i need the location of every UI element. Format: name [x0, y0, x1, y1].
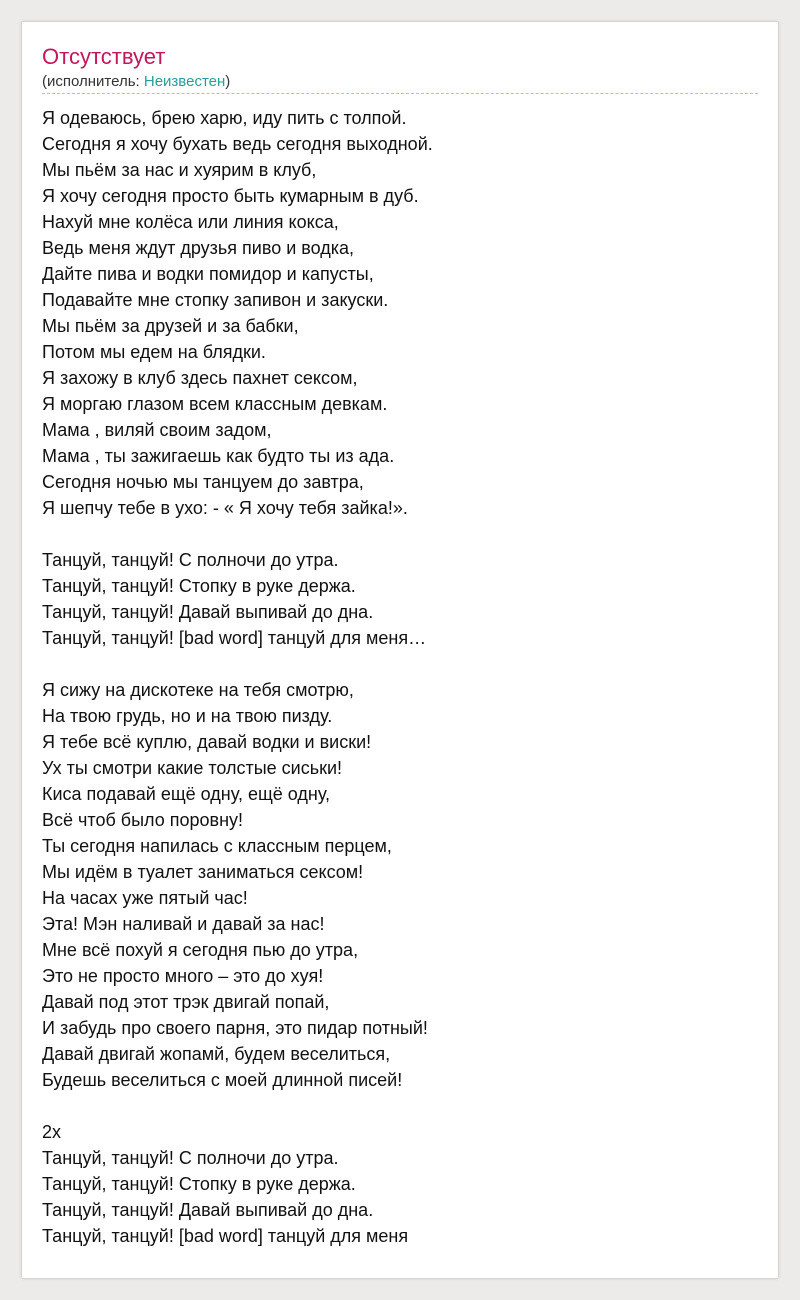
lyric-line: Мы пьём за нас и хуярим в клуб, [42, 160, 317, 180]
lyric-line: Мы идём в туалет заниматься сексом! [42, 862, 364, 882]
lyric-line: Подавайте мне стопку запивон и закуски. [42, 290, 389, 310]
performer-prefix: (исполнитель: [42, 73, 144, 90]
lyric-line: Ты сегодня напилась с классным перцем, [42, 836, 392, 856]
lyric-line: Эта! Мэн наливай и давай за нас! [42, 914, 325, 934]
stanza-break [42, 1093, 758, 1119]
lyric-line: Танцуй, танцуй! [bad word] танцуй для меня [42, 1226, 409, 1246]
lyrics-card [22, 22, 778, 1278]
lyric-line: Нахуй мне колёса или линия кокса, [42, 212, 339, 232]
performer-suffix: ) [225, 73, 231, 90]
lyric-line: Я хочу сегодня просто быть кумарным в дуб. [42, 186, 419, 206]
lyric-line: Танцуй, танцуй! Стопку в руке держа. [42, 576, 356, 596]
lyric-line: Всё чтоб было поровну! [42, 810, 244, 830]
lyric-line: Танцуй, танцуй! Давай выпивай до дна. [42, 1200, 374, 1220]
lyric-line: Ведь меня ждут друзья пиво и водка, [42, 238, 355, 258]
lyric-line: Давай двигай жопамй, будем веселиться, [42, 1044, 391, 1064]
title-divider [42, 93, 758, 94]
lyric-line: Это не просто много – это до хуя! [42, 966, 324, 986]
performer-line [42, 73, 230, 91]
lyric-line: Мама , виляй своим задом, [42, 420, 272, 440]
lyric-line: Будешь веселиться с моей длинной писей! [42, 1070, 403, 1090]
performer-link[interactable]: Неизвестен [143, 73, 226, 90]
lyric-line: Сегодня я хочу бухать ведь сегодня выходной. [42, 134, 433, 154]
stanza-break [42, 651, 758, 677]
lyric-line: Танцуй, танцуй! Давай выпивай до дна. [42, 602, 374, 622]
lyric-line: 2х [42, 1122, 62, 1142]
lyric-line: Дайте пива и водки помидор и капусты, [42, 264, 374, 284]
lyric-line: Сегодня ночью мы танцуем до завтра, [42, 472, 364, 492]
lyric-line: На часах уже пятый час! [42, 888, 248, 908]
lyric-line: Мы пьём за друзей и за бабки, [42, 316, 299, 336]
lyric-line: Потом мы едем на блядки. [42, 342, 266, 362]
lyric-line: Я тебе всё куплю, давай водки и виски! [42, 732, 372, 752]
lyric-line: Киса подавай ещё одну, ещё одну, [42, 784, 331, 804]
lyrics-text [42, 105, 758, 1249]
lyric-line: Мне всё похуй я сегодня пью до утра, [42, 940, 359, 960]
lyric-line: Я захожу в клуб здесь пахнет сексом, [42, 368, 358, 388]
lyric-line: Танцуй, танцуй! С полночи до утра. [42, 1148, 339, 1168]
lyric-line: Я шепчу тебе в ухо: - « Я хочу тебя зайка!». [42, 498, 408, 518]
lyric-line: Танцуй, танцуй! [bad word] танцуй для меня… [42, 628, 427, 648]
song-title: Отсутствует [42, 44, 166, 69]
lyric-line: Мама , ты зажигаешь как будто ты из ада. [42, 446, 395, 466]
lyric-line: Давай под этот трэк двигай попай, [42, 992, 330, 1012]
lyric-line: Ух ты смотри какие толстые сиськи! [42, 758, 343, 778]
lyric-line: Танцуй, танцуй! С полночи до утра. [42, 550, 339, 570]
lyric-line: И забудь про своего парня, это пидар потный! [42, 1018, 428, 1038]
stanza-break [42, 521, 758, 547]
lyric-line: Я сижу на дискотеке на тебя смотрю, [42, 680, 354, 700]
lyric-line: Я моргаю глазом всем классным девкам. [42, 394, 388, 414]
lyric-line: На твою грудь, но и на твою пизду. [42, 706, 333, 726]
lyric-line: Я одеваюсь, брею харю, иду пить с толпой. [42, 108, 407, 128]
lyric-line: Танцуй, танцуй! Стопку в руке держа. [42, 1174, 356, 1194]
